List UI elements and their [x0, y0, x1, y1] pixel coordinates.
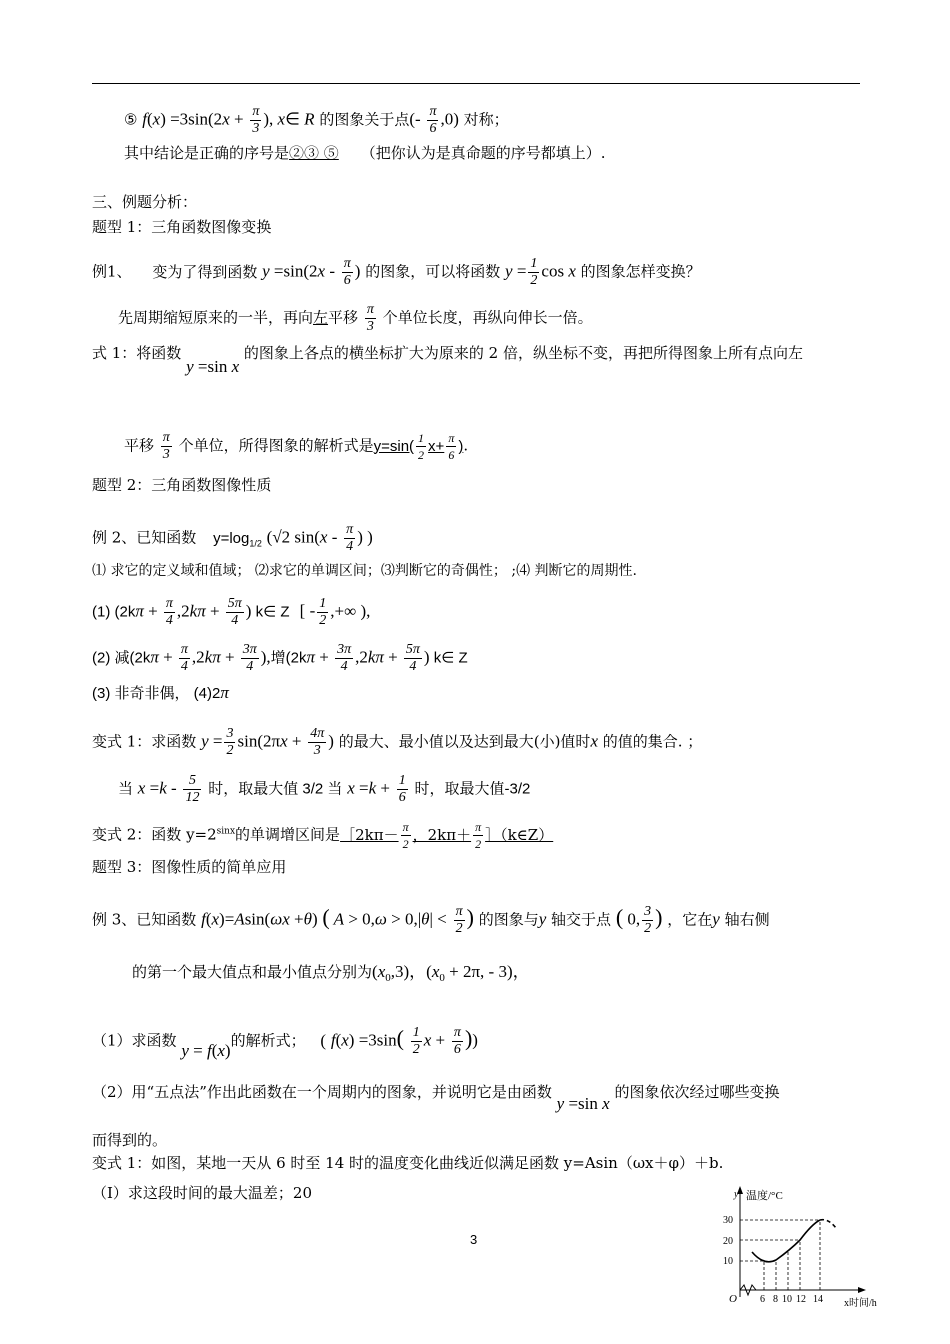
fraction: $\frac{\pi}{3}$	[252, 104, 260, 136]
variant-1-line2: 平移 $\frac{\pi}{3}$ 个单位，所得图象的解析式是y=sin( $\frac{1}{2}$ x+ $\frac{\pi}{6}$ ).	[124, 430, 469, 463]
page-number: 3	[470, 1232, 478, 1247]
x-tick-label: 14	[813, 1294, 823, 1305]
origin-label: O	[729, 1293, 737, 1305]
y-tick-label: 20	[723, 1236, 733, 1247]
example-3-q2: （2）用“五点法”作出此函数在一个周期内的图象，并说明它是由函数 y =sin x 的图象依次经过哪些变换	[92, 1083, 780, 1113]
example-1-answer: 先周期缩短原来的一半，再向左平移 $\frac{\pi}{3}$ 个单位长度，再纵向伸长一倍。	[118, 302, 593, 334]
temperature-figure	[720, 1182, 900, 1312]
example-3-q1: （1）求函数 y = f(x)的解析式； ( f(x) =3sin( $\frac{1}{2}$ x + $\frac{\pi}{6}$ ))	[92, 1025, 478, 1060]
y-tick-label: 30	[723, 1215, 733, 1226]
x-tick-label: 12	[796, 1294, 806, 1305]
variant-2: 变式 2：函数 $y=2^{sinx}$的单调增区间是［2kπ－ $\frac{\pi}{2}$ ，2kπ＋ $\frac{\pi}{2}$ ］（k∈Z）	[92, 820, 554, 851]
section-heading: 三、例题分析：	[92, 193, 198, 211]
type3-heading: 题型 3：图像性质的简单应用	[92, 858, 287, 876]
variant-1-b-answer: 当 x =k - $\frac{5}{12}$ 时，取最大值 3/2 当 x =k + $\frac{1}{6}$ 时，取最大值-3/2	[118, 773, 531, 805]
item-5: ⑤ f(x) =3sin(2x + $\frac{\pi}{3}$ ), x∈ R 的图象关于点(- $\frac{\pi}{6}$ ,0) 对称；	[124, 104, 509, 136]
variant-3-q1: （Ⅰ）求这段时间的最大温差；20	[92, 1184, 313, 1202]
item5-marker: ⑤	[124, 110, 138, 129]
answer-3: (3) 非奇非偶， (4)2π	[92, 683, 229, 702]
type1-heading: 题型 1：三角函数图像变换	[92, 218, 272, 236]
example-2: 例 2、已知函数 $y=\log_{1/2}$ (√2 sin(x - $\frac{\pi}{4}$ ) )	[92, 522, 373, 554]
example-3: 例 3、已知函数 f(x)=Asin(ωx +θ) ( A > 0,ω > 0,|θ| < $\frac{\pi}{2}$ ) 的图象与y 轴交于点 ( 0, $\frac{3}{2}$ ) ，它在y 轴右侧	[92, 904, 770, 936]
answer-2: (2) 减(2kπ + $\frac{\pi}{4}$ ,2kπ + $\frac{3\pi}{4}$ ),增(2kπ + $\frac{3\pi}{4}$ ,2kπ + $\frac{5\pi}{4}$ ) k∈ Z	[92, 642, 468, 674]
type2-heading: 题型 2：三角函数图像性质	[92, 476, 272, 494]
answer-1: (1) (2kπ + $\frac{\pi}{4}$ ,2kπ + $\frac{5\pi}{4}$ ) k∈ Z [ - $\frac{1}{2}$ ,+∞ ),	[92, 596, 371, 628]
variant-1-answer: y=sin( $\frac{1}{2}$ x+ $\frac{\pi}{6}$ )	[373, 431, 464, 463]
temperature-curve-extension	[820, 1220, 836, 1228]
variant-2-answer: ［2kπ－ $\frac{\pi}{2}$ ，2kπ＋ $\frac{\pi}{2}$ ］（k∈Z）	[340, 820, 554, 851]
temperature-curve	[752, 1220, 820, 1262]
y-axis-label: 温度/°C	[746, 1190, 783, 1202]
example-3-q2-end: 而得到的。	[92, 1131, 168, 1149]
y-tick-label: 10	[723, 1256, 733, 1267]
header-rule	[92, 83, 860, 84]
y-axis-letter: y	[734, 1189, 739, 1200]
variant-1-b: 变式 1：求函数 y = $\frac{3}{2}$ sin(2πx + $\frac{4\pi}{3}$ ) 的最大、最小值以及达到最大(小)值时x 的值的集合. ；	[92, 726, 703, 758]
conclusion-answer: ②③ ⑤	[289, 144, 339, 162]
x-tick-label: 10	[782, 1294, 792, 1305]
conclusion-line: 其中结论是正确的序号是②③ ⑤ （把你认为是真命题的序号都填上）.	[124, 144, 606, 162]
example-3-line2: 的第一个最大值点和最小值点分别为$(x_0,3)$，($x_0 + 2\pi$, - 3)，	[132, 962, 530, 984]
example-2-questions: ⑴ 求它的定义域和值域； ⑵求它的单调区间；⑶判断它的奇偶性； ;⑷ 判断它的周期性.	[92, 563, 637, 579]
example-1: 例1、 变为了得到函数 y =sin(2x - $\frac{\pi}{6}$ ) 的图象，可以将函数 y = $\frac{1}{2}$ cos x 的图象怎样变换？	[92, 256, 701, 288]
x-tick-label: 8	[773, 1294, 778, 1305]
variant-3: 变式 1：如图，某地一天从 6 时至 14 时的温度变化曲线近似满足函数 y=Asin（ωx＋φ）＋b.	[92, 1154, 724, 1172]
x-tick-label: 6	[760, 1294, 765, 1305]
variant-1-line1: 式 1：将函数 y =sin x 的图象上各点的横坐标扩大为原来的 2 倍，纵坐标不变，再把所得图象上所有点向左	[92, 344, 803, 376]
x-axis-label: x时间/h	[844, 1298, 877, 1309]
